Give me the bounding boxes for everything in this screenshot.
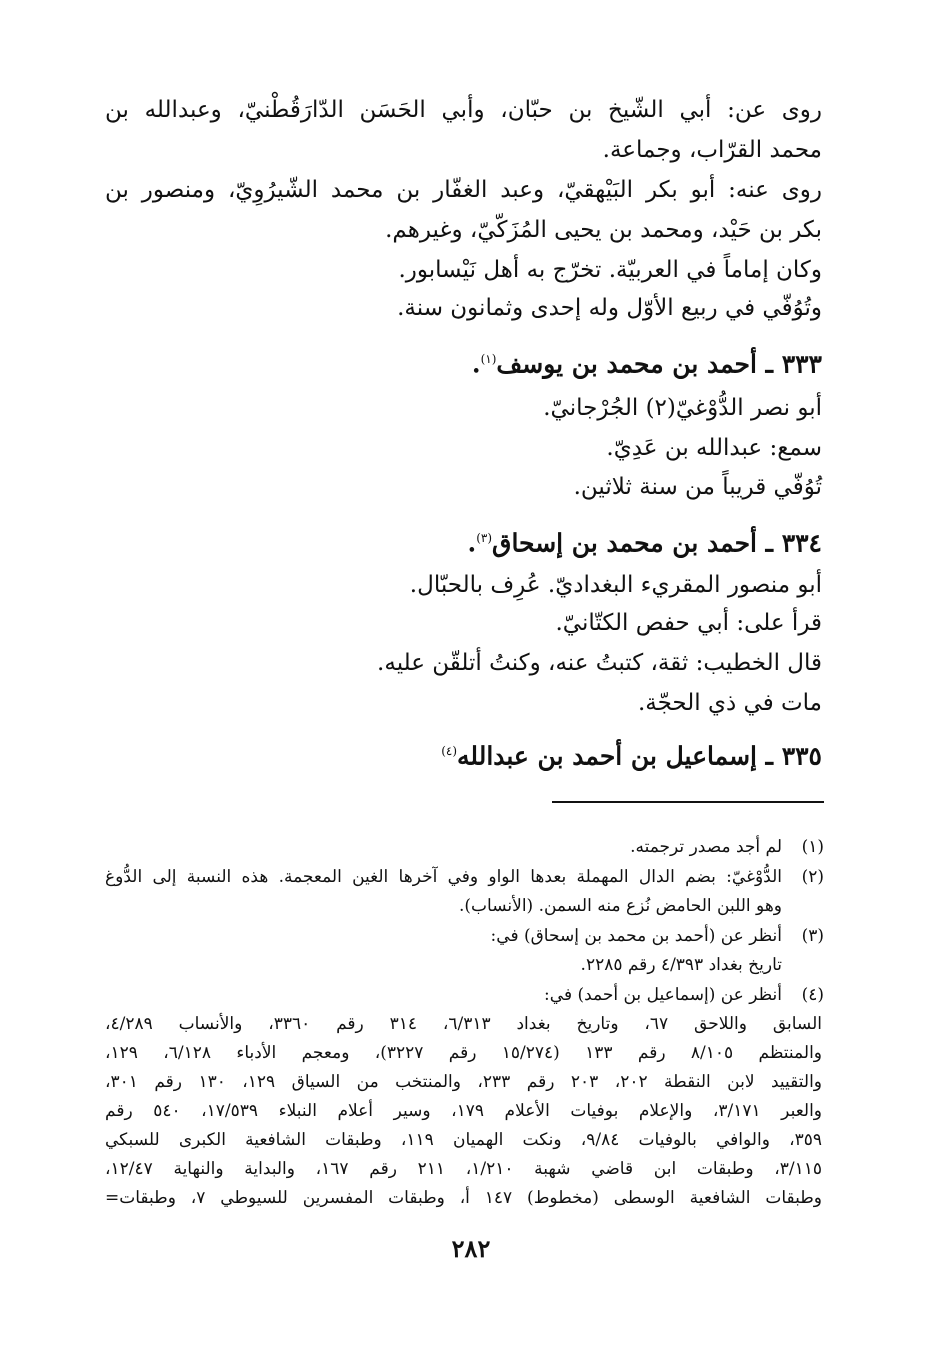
entry-334-line-4: مات في ذي الحجّة.: [637, 690, 822, 716]
entry-334-line-2: قرأ على: أبي حفص الكتّانيّ.: [555, 610, 822, 636]
entry-333-title: ٣٣٣ ـ أحمد بن محمد بن يوسف: [496, 349, 822, 379]
footnote-4-line-3: والتقييد لابن النقطة ٢٠٢، ٢٠٣ رقم ٢٣٣، والمنتخب من السياق ١٢٩، ١٣٠ رقم ٣٠١،: [105, 1072, 823, 1092]
footnote-4-line-5: ٣٥٩، والوافي بالوفيات ٩/٨٤، ونكت الهميان ١١٩، وطبقات الشافعية الكبرى للسبكي: [105, 1130, 822, 1150]
entry-334-footnote-ref: (٣): [476, 531, 493, 545]
entry-333-heading: [472, 343, 822, 380]
footnote-1-text: لم أجد مصدر ترجمته.: [630, 837, 782, 857]
footnote-4-number: (٤): [801, 985, 824, 1005]
entry-334-line-1: أبو منصور المقريء البغداديّ. عُرِف بالحبّال.: [409, 572, 822, 598]
footnote-2-text: الدُّوْغيّ: بضم الدال المهملة بعدها الواو وفي آخرها الغين المعجمة. هذه النسبة إلى الدُّوغ: [105, 867, 782, 887]
entry-333-line-1: أبو نصر الدُّوْغيّ(٢) الجُرْجانيّ.: [543, 395, 822, 421]
footnote-2-continuation: وهو اللبن الحامض نُزع منه السمن. (الأنساب).: [459, 896, 782, 916]
entry-334-end: .: [467, 528, 477, 558]
body-line-2: محمد القرّاب، وجماعة.: [602, 137, 822, 163]
entry-333-footnote-ref: (١): [480, 352, 497, 366]
footnote-3-continuation: تاريخ بغداد ٤/٣٩٣ رقم ٢٢٨٥.: [580, 955, 782, 975]
body-line-3: روى عنه: أبو بكر البَيْهقيّ، وعبد الغفّار بن محمد الشّيرُوِيّ، ومنصور بن: [105, 177, 822, 203]
entry-333-line-2: سمع: عبدالله بن عَدِيّ.: [606, 435, 822, 461]
entry-333-line-3: تُوُفّي قريباً من سنة ثلاثين.: [573, 474, 822, 500]
entry-335-footnote-ref: (٤): [441, 744, 458, 758]
entry-334-title: ٣٣٤ ـ أحمد بن محمد بن إسحاق: [492, 528, 822, 558]
footnote-4-line-6: ٣/١١٥، وطبقات ابن قاضي شهبة ١/٢١٠، ٢١١ رقم ١٦٧، والبداية والنهاية ١٢/٤٧،: [105, 1159, 822, 1179]
entry-333-end: .: [471, 349, 481, 379]
body-line-1: روى عن: أبي الشّيخ بن حبّان، وأبي الحَسَن الدّارَقُطْنيّ، وعبدالله بن: [105, 97, 822, 123]
entry-335-heading: [441, 735, 822, 772]
footnote-4-line-7: وطبقات الشافعية الوسطى (مخطوط) ١٤٧ أ، وطبقات المفسرين للسيوطي ٧، وطبقات=: [105, 1188, 822, 1208]
entry-334-line-3: قال الخطيب: ثقة، كتبتُ عنه، وكنتُ أتلقّن عليه.: [377, 650, 822, 676]
page-number: ٢٨٢: [451, 1234, 491, 1263]
footnote-4-text: أنظر عن (إسماعيل بن أحمد) في:: [544, 985, 782, 1005]
footnote-1-number: (١): [801, 837, 824, 857]
footnote-4-line-1: السابق واللاحق ٦٧، وتاريخ بغداد ٦/٣١٣، ٣١٤ رقم ٣٣٦٠، والأنساب ٤/٢٨٩،: [105, 1014, 822, 1034]
footnote-3-number: (٣): [801, 926, 824, 946]
entry-334-heading: [468, 522, 823, 559]
body-line-6: وتُوُفّي في ربيع الأوّل وله إحدى وثمانون سنة.: [397, 295, 822, 321]
body-line-5: وكان إماماً في العربيّة. تخرّج به أهل نَيْسابور.: [398, 257, 822, 283]
footnote-3-text: أنظر عن (أحمد بن محمد بن إسحاق) في:: [490, 926, 782, 946]
body-line-4: بكر بن حَيْد، ومحمد بن يحيى المُزَكّيّ، وغيرهم.: [385, 217, 822, 243]
footnote-4-line-2: والمنتظم ٨/١٠٥ رقم ١٣٣ (١٥/٢٧٤ رقم ٣٢٢٧)، ومعجم الأدباء ٦/١٢٨، ١٢٩،: [105, 1043, 822, 1063]
footnote-4-line-4: والعبر ٣/١٧١، والإعلام بوفيات الأعلام ١٧٩، وسير أعلام النبلاء ١٧/٥٣٩، ٥٤٠ رقم: [105, 1101, 823, 1121]
entry-335-title: ٣٣٥ ـ إسماعيل بن أحمد بن عبدالله: [457, 741, 822, 771]
footnote-separator: [552, 801, 824, 803]
footnote-2-number: (٢): [801, 867, 824, 887]
